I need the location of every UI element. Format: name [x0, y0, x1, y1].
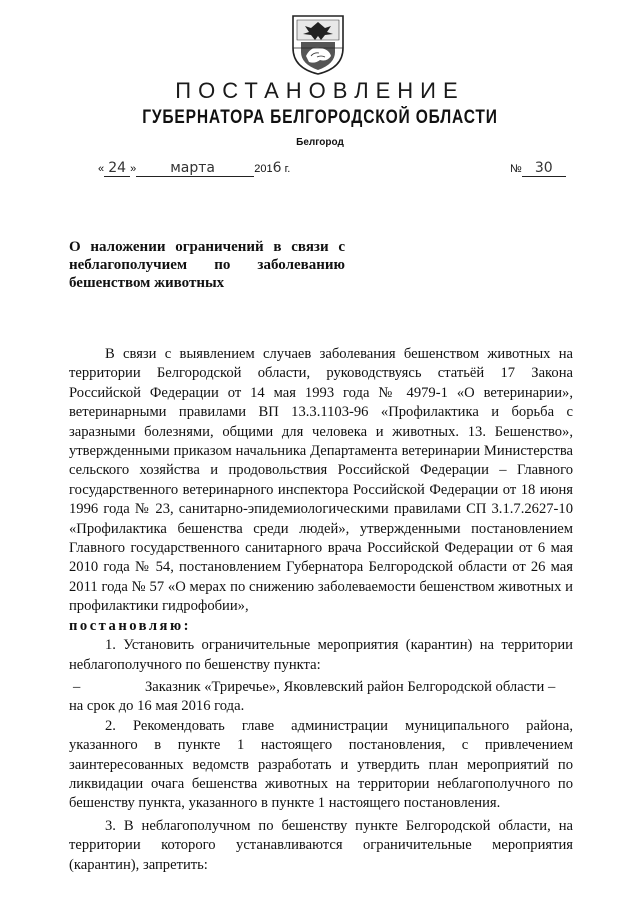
- number-value: 30: [522, 160, 566, 177]
- item-1-paragraph: 1. Установить ограничительные мероприятия (карантин) на территории неблагополучного по бешенству пункта:: [69, 637, 573, 673]
- coat-of-arms-emblem: [287, 12, 349, 76]
- number-label: №: [510, 163, 522, 175]
- document-body: [69, 345, 573, 875]
- date-year-prefix: 201: [254, 163, 273, 175]
- date-day: 24: [104, 160, 130, 177]
- subject-line-1: О наложении ограничений в связи с: [69, 239, 345, 255]
- city-name: Белгород: [296, 137, 344, 148]
- item-2-paragraph: 2. Рекомендовать главе администрации муниципального района, указанного в пункте 1 настоящего постановления, с привлечением заинтересованных ведомств разработать и утвердить план мероприятий по ликвидации очага бешенства животных на территории неблагополучного по бешенству пункта, указанного в пункте 1 настоящего постановления.: [69, 717, 573, 812]
- document-date: [98, 160, 290, 177]
- issuer-title: ГУБЕРНАТОРА БЕЛГОРОДСКОЙ ОБЛАСТИ: [142, 107, 498, 128]
- date-quote-close: »: [130, 163, 137, 175]
- item-1-location: [69, 678, 573, 697]
- document-type-title: ПОСТАНОВЛЕНИЕ: [175, 78, 465, 103]
- subject-line-3: бешенством животных: [69, 275, 225, 291]
- decree-word: постановляю:: [69, 617, 191, 634]
- preamble-paragraph: В связи с выявлением случаев заболевания бешенством животных на территории Белгородской области, руководствуясь статьёй 17 Закона Российской Федерации от 14 мая 1993 года № 4979-1 «О ветеринарии», ветеринарными правилами ВП 13.3.1103-96 «Профилактика и борьба с заразными болезнями, общими для человека и животных. 13. Бешенство», утвержденными приказом начальника Департамента ветеринарии Министерства сельского хозяйства и продовольствия Российской Федерации – Главного государственного ветеринарного инспектора Российской Федерации от 18 июня 1996 года № 23, санитарно-эпидемиологическими правилами СП 3.1.7.2627-10 «Профилактика бешенства среди людей», утвержденными постановлением Главного государственного санитарного врача Российской Федерации от 6 мая 2010 года № 54, постановлением Губернатора Белгородской области от 26 мая 2011 года № 57 «О мерах по снижению заболеваемости бешенством животных и профилактики гидрофобии»,: [69, 346, 573, 615]
- item-1-term: на срок до 16 мая 2016 года.: [69, 698, 245, 715]
- date-month: марта: [136, 160, 254, 177]
- document-number: [510, 160, 566, 177]
- date-quote-open: «: [98, 163, 105, 175]
- item-3-paragraph: 3. В неблагополучном по бешенству пункте Белгородской области, на территории которого устанавливаются ограничительные мероприятия (карантин), запретить:: [69, 817, 573, 873]
- item-1-place: Заказник «Триречье», Яковлевский район Белгородской области –: [145, 678, 556, 695]
- date-year-digit: 6: [272, 160, 282, 176]
- subject-line-2: неблагополучием по заболеванию: [69, 257, 345, 273]
- date-year-suffix: г.: [284, 163, 291, 175]
- document-subject: [69, 238, 345, 292]
- list-dash: –: [73, 678, 81, 695]
